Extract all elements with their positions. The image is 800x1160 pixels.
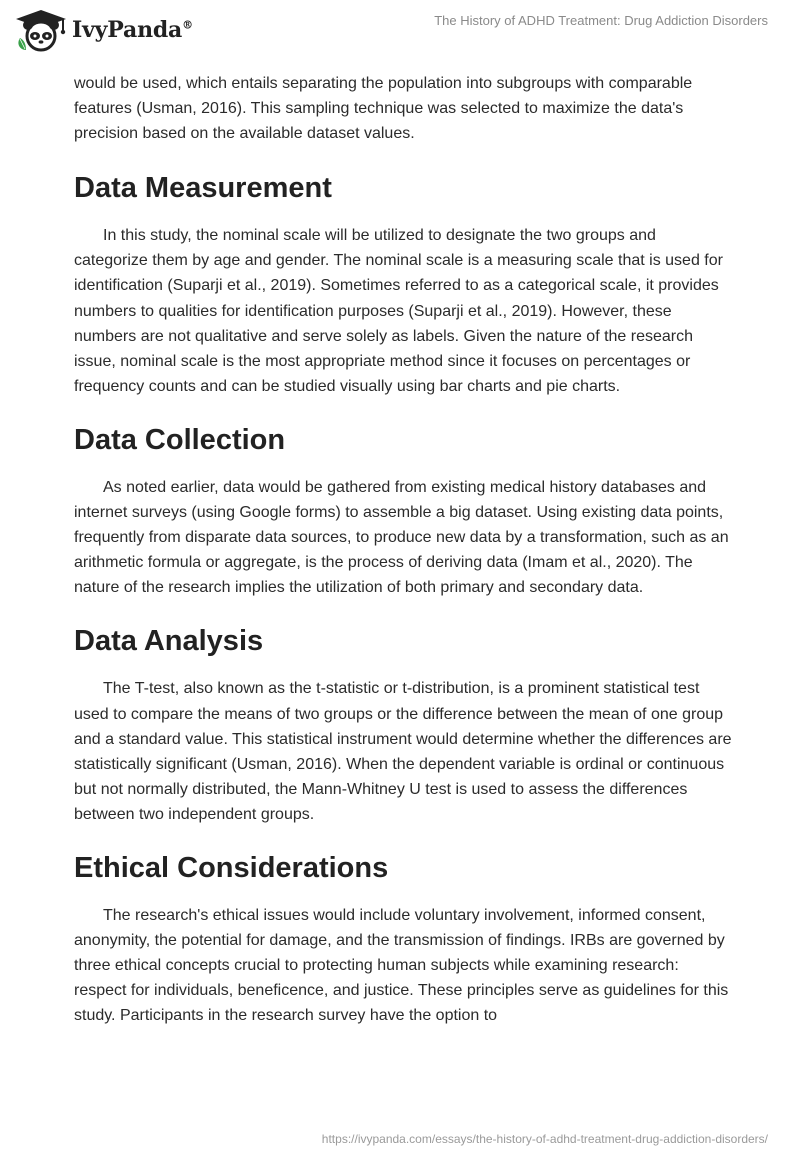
document-title: The History of ADHD Treatment: Drug Addiction Disorders <box>434 13 768 28</box>
essay-body <box>74 71 734 1028</box>
heading-data-collection: Data Collection <box>74 423 286 456</box>
logo-wordmark: IvyPanda® <box>72 17 193 43</box>
intro-paragraph: would be used, which entails separating the population into subgroups with comparable features (Usman, 2016). This sampling technique was selected to maximize the data's precision based on the available dataset values. <box>74 75 693 143</box>
heading-data-measurement: Data Measurement <box>74 172 332 205</box>
ivypanda-logo[interactable] <box>14 8 193 52</box>
heading-ethical-considerations: Ethical Considerations <box>74 851 389 884</box>
page-header <box>0 0 800 70</box>
source-url[interactable]: https://ivypanda.com/essays/the-history-of-adhd-treatment-drug-addiction-disorders/ <box>321 1132 768 1146</box>
paragraph-data-measurement: In this study, the nominal scale will be utilized to designate the two groups and categorize them by age and gender. The nominal scale is a measuring scale that is used for identification (Suparji et al., 2019). Sometimes referred to as a categorical scale, it provides numbers to qualities for identification purposes (Suparji et al., 2019). However, these numbers are not qualitative and serve solely as labels. Given the nature of the research issue, nominal scale is the most appropriate method since it focuses on percentages or frequency counts and can be studied visually using bar charts and pie charts. <box>74 227 723 395</box>
paragraph-data-collection: As noted earlier, data would be gathered from existing medical history databases and internet surveys (using Google forms) to assemble a big dataset. Using existing data points, frequently from disparate data sources, to produce new data by a transformation, such as an arithmetic formula or aggregate, is the process of deriving data (Imam et al., 2020). The nature of the research implies the utilization of both primary and secondary data. <box>74 478 729 597</box>
panda-graduation-icon <box>14 8 68 52</box>
paragraph-data-analysis: The T-test, also known as the t-statistic or t-distribution, is a prominent statistical test used to compare the means of two groups or the difference between the mean of one group and a standard value. This statistical instrument would determine whether the differences are statistically significant (Usman, 2016). When the dependent variable is ordinal or continuous but not normally distributed, the Mann-Whitney U test is used to assess the differences between two independent groups. <box>74 680 732 823</box>
paragraph-ethical-considerations: The research's ethical issues would include voluntary involvement, informed consent, anonymity, the potential for damage, and the transmission of findings. IRBs are governed by three ethical concepts crucial to protecting human subjects while examining research: respect for individuals, beneficence, and justice. These principles serve as guidelines for this study. Participants in the research survey have the option to <box>74 906 729 1025</box>
heading-data-analysis: Data Analysis <box>74 625 264 658</box>
